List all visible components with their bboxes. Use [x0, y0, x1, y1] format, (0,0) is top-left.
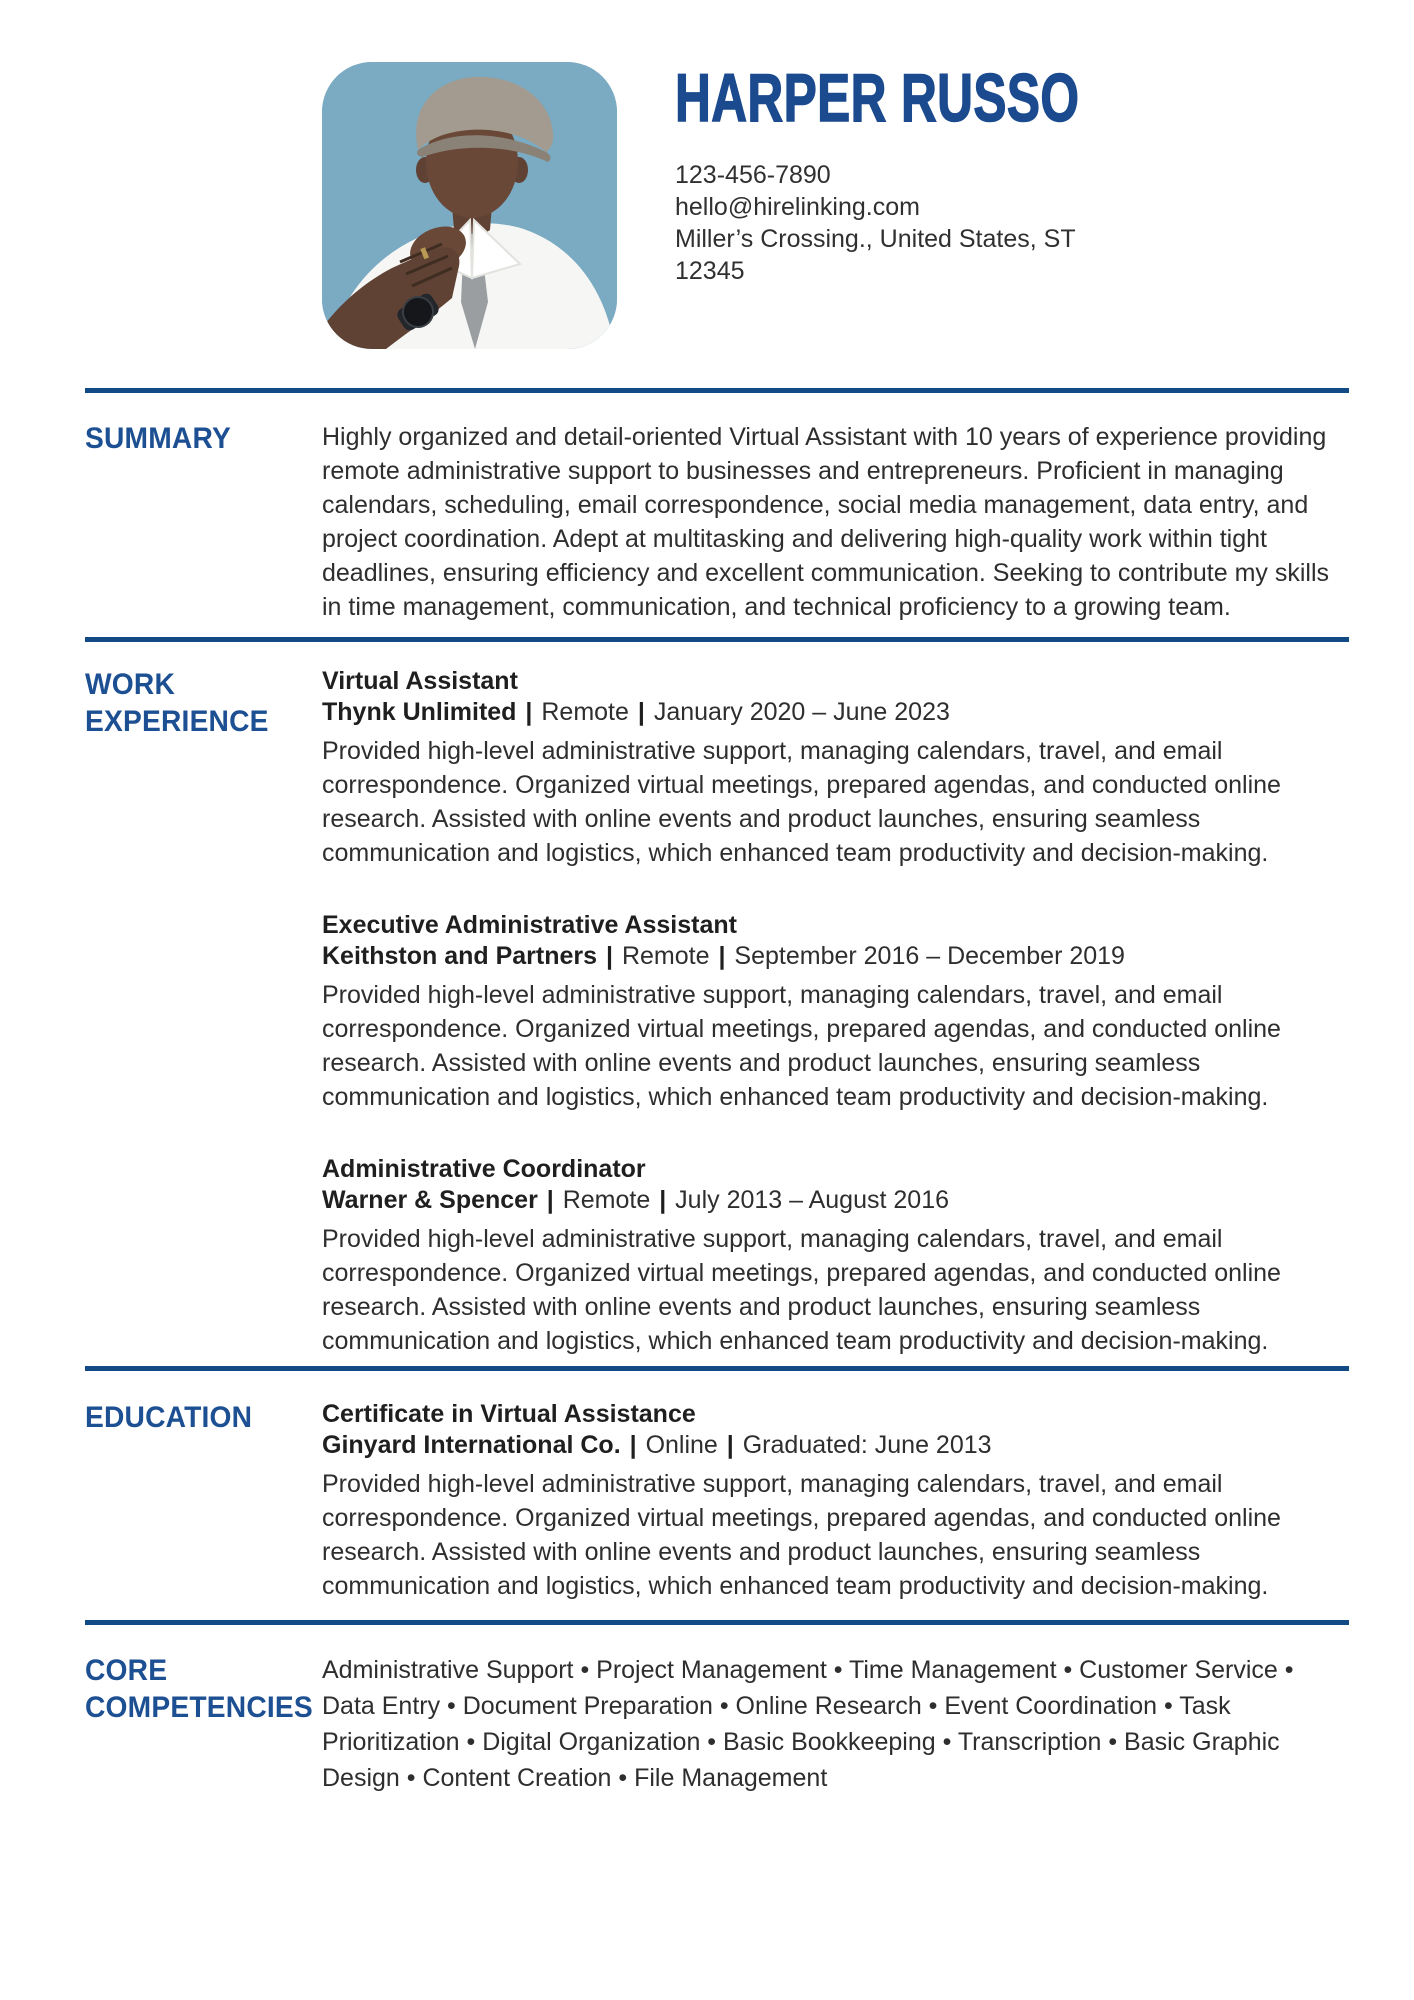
summary-text: Highly organized and detail-oriented Virtual Assistant with 10 years of experience providing remote administrative support to businesses and entrepreneurs. Proficient in managing calendars, scheduling, email correspondence, social media management, data entry, and project coordination. Adept at multitasking and delivering high-quality work within tight deadlines, ensuring efficiency and excellent communication. Seeking to contribute my skills in time management, communication, and technical proficiency to a growing team. [322, 423, 1330, 621]
summary-section [85, 420, 1349, 624]
pipe-separator: | [659, 1186, 667, 1214]
job-location: Remote [562, 1186, 651, 1214]
pipe-separator: | [546, 1186, 554, 1214]
education-school: Ginyard International Co. [322, 1431, 621, 1459]
work-heading-line1: WORK [85, 668, 176, 701]
core-heading-line2: COMPETENCIES [85, 1691, 313, 1724]
job-title: Virtual Assistant [322, 667, 518, 695]
contact-address-line1: Miller’s Crossing., United States, ST [675, 225, 1076, 253]
section-divider [85, 637, 1349, 642]
job-company: Keithston and Partners [322, 942, 598, 970]
section-divider [85, 1366, 1349, 1371]
education-label-column [85, 1399, 322, 1436]
job-company: Warner & Spencer [322, 1186, 538, 1214]
summary-label-column [85, 420, 322, 457]
work-label-column [85, 666, 322, 740]
pipe-separator: | [629, 1431, 637, 1459]
education-degree: Certificate in Virtual Assistance [322, 1400, 696, 1428]
job-dates: January 2020 – June 2023 [653, 698, 950, 726]
section-divider [85, 388, 1349, 393]
education-location: Online [645, 1431, 718, 1459]
education-meta [322, 1430, 1349, 1461]
portrait-illustration [322, 62, 617, 349]
header [85, 0, 1349, 349]
section-divider [85, 1620, 1349, 1625]
core-label-column [85, 1652, 322, 1726]
education-section [85, 1399, 1349, 1603]
job-dates: September 2016 – December 2019 [734, 942, 1125, 970]
work-heading [85, 666, 308, 740]
core-competencies-section [85, 1652, 1349, 1796]
job-meta [322, 697, 1349, 728]
education-description: Provided high-level administrative support, managing calendars, travel, and email correspondence. Organized virtual meetings, prepared agendas, and conducted online research. Assisted with online events and product launches, ensuring seamless communication and logistics, which enhanced team productivity and decision-making. [322, 1470, 1281, 1600]
work-heading-line2: EXPERIENCE [85, 705, 269, 738]
education-dates: Graduated: June 2013 [742, 1431, 992, 1459]
education-body-column [322, 1399, 1349, 1603]
pipe-separator: | [726, 1431, 734, 1459]
job-meta [322, 941, 1349, 972]
job-description: Provided high-level administrative support, managing calendars, travel, and email correspondence. Organized virtual meetings, prepared agendas, and conducted online research. Assisted with online events and product launches, ensuring seamless communication and logistics, which enhanced team productivity and decision-making. [322, 737, 1281, 867]
job-location: Remote [541, 698, 629, 726]
education-entry [322, 1399, 1349, 1603]
profile-photo [322, 62, 617, 349]
core-skills-text: Administrative Support • Project Management • Time Management • Customer Service • Data Entry • Document Preparation • Online Research • Event Coordination • Task Prioritization • Digital Organization • Basic Bookkeeping • Transcription • Basic Graphic Design • Content Creation • File Management [322, 1656, 1294, 1792]
job-entry [322, 666, 1349, 870]
job-location: Remote [621, 942, 710, 970]
job-entry [322, 910, 1349, 1114]
job-title: Executive Administrative Assistant [322, 911, 737, 939]
core-heading [85, 1652, 313, 1726]
candidate-name: HARPER RUSSO [675, 60, 1080, 136]
contact-address-line2: 12345 [675, 257, 745, 285]
contact-block [675, 159, 1229, 287]
summary-heading: SUMMARY [85, 422, 231, 455]
pipe-separator: | [606, 942, 614, 970]
header-text-block [675, 62, 1229, 287]
core-body-column [322, 1652, 1349, 1796]
summary-body-column [322, 420, 1349, 624]
core-heading-line1: CORE [85, 1654, 168, 1687]
job-entry [322, 1154, 1349, 1358]
pipe-separator: | [718, 942, 726, 970]
contact-phone: 123-456-7890 [675, 161, 831, 189]
pipe-separator: | [637, 698, 645, 726]
education-heading: EDUCATION [85, 1401, 253, 1434]
job-title: Administrative Coordinator [322, 1155, 646, 1183]
pipe-separator: | [525, 698, 533, 726]
work-body-column [322, 666, 1349, 1358]
job-description: Provided high-level administrative support, managing calendars, travel, and email correspondence. Organized virtual meetings, prepared agendas, and conducted online research. Assisted with online events and product launches, ensuring seamless communication and logistics, which enhanced team productivity and decision-making. [322, 1225, 1281, 1355]
job-meta [322, 1185, 1349, 1216]
work-experience-section [85, 666, 1349, 1358]
job-company: Thynk Unlimited [322, 698, 517, 726]
job-description: Provided high-level administrative support, managing calendars, travel, and email correspondence. Organized virtual meetings, prepared agendas, and conducted online research. Assisted with online events and product launches, ensuring seamless communication and logistics, which enhanced team productivity and decision-making. [322, 981, 1281, 1111]
contact-email: hello@hirelinking.com [675, 193, 920, 221]
job-dates: July 2013 – August 2016 [675, 1186, 949, 1214]
